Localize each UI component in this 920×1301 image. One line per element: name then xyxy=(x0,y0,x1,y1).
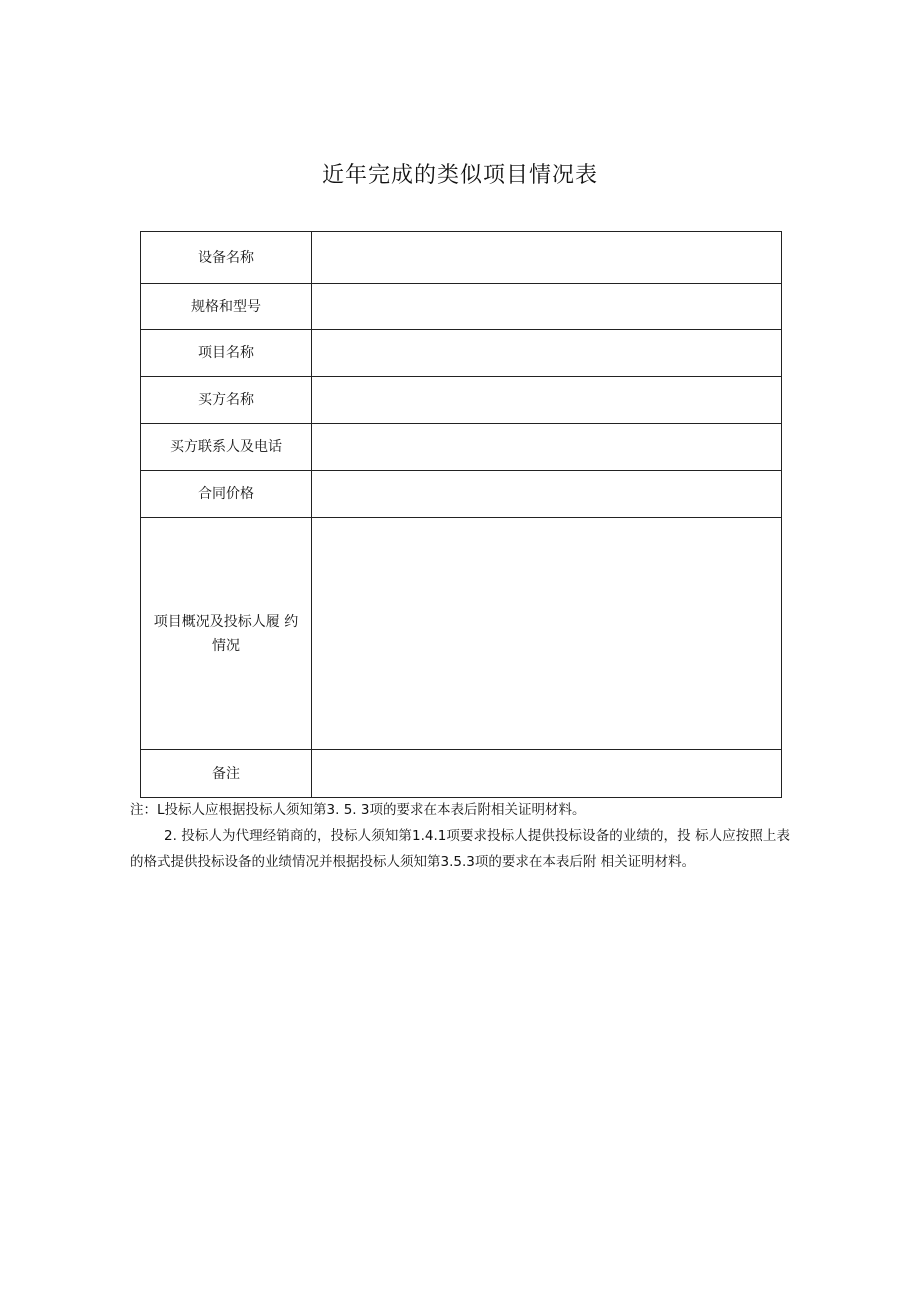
row-value-project-overview[interactable] xyxy=(312,518,782,750)
project-info-table xyxy=(140,231,782,798)
row-label-equipment-name: 设备名称 xyxy=(141,232,312,284)
table-row xyxy=(141,377,782,424)
table-row xyxy=(141,471,782,518)
row-value-buyer-name[interactable] xyxy=(312,377,782,424)
table-row xyxy=(141,424,782,471)
row-label-project-overview: 项目概况及投标人履 约情况 xyxy=(141,518,312,750)
table-row xyxy=(141,232,782,284)
table-row xyxy=(141,284,782,330)
row-label-remarks: 备注 xyxy=(141,750,312,798)
row-label-project-name: 项目名称 xyxy=(141,330,312,377)
row-value-spec-model[interactable] xyxy=(312,284,782,330)
page-title: 近年完成的类似项目情况表 xyxy=(321,163,598,188)
note-1: 注：L投标人应根据投标人须知第3. 5. 3项的要求在本表后附相关证明材料。 xyxy=(130,802,586,818)
row-value-project-name[interactable] xyxy=(312,330,782,377)
row-label-contract-price: 合同价格 xyxy=(141,471,312,518)
row-label-buyer-contact: 买方联系人及电话 xyxy=(141,424,312,471)
notes-section xyxy=(130,797,790,875)
row-value-remarks[interactable] xyxy=(312,750,782,798)
row-value-equipment-name[interactable] xyxy=(312,232,782,284)
note-2: 2. 投标人为代理经销商的，投标人须知第1.4.1项要求投标人提供投标设备的业绩的，投 标人应按照上表的格式提供投标设备的业绩情况并根据投标人须知第3.5.3项的要求在本表后附 相关证明材料。 xyxy=(130,828,790,870)
row-label-spec-model: 规格和型号 xyxy=(141,284,312,330)
row-value-contract-price[interactable] xyxy=(312,471,782,518)
table-row xyxy=(141,518,782,750)
table-row xyxy=(141,750,782,798)
row-value-buyer-contact[interactable] xyxy=(312,424,782,471)
row-label-buyer-name: 买方名称 xyxy=(141,377,312,424)
table-row xyxy=(141,330,782,377)
